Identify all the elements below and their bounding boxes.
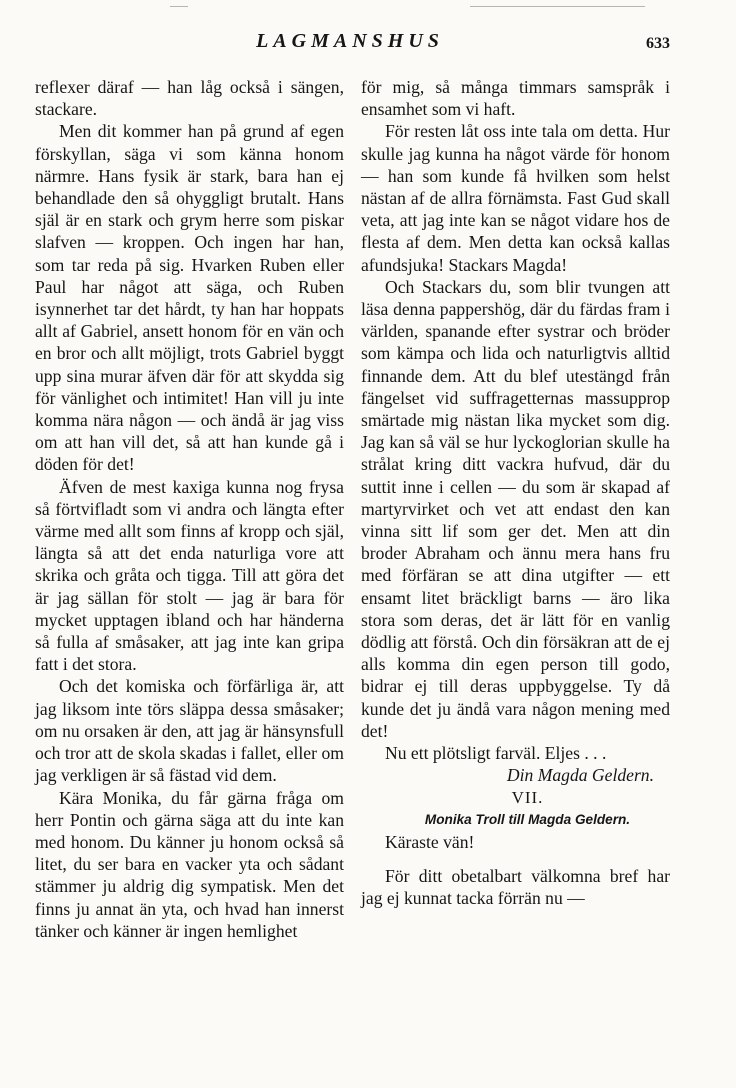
paragraph: för mig, så många timmars samspråk i ensamhet som vi haft.: [361, 77, 670, 120]
paragraph: Och Stackars du, som blir tvungen att läsa denna pappershög, där du färdas fram i världen, spanande efter systrar och bröder som kämpa och lida och naturligtvis alltid finnande dem. Att du blef utestängd från fängelset vid suffragetternas massupprор smärtade mig nästan lika mycket som dig. Jag kan så väl se hur lyckoglorian skulle ha strålat kring ditt vackra hufvud, där du suttit inne i cellen — du som är skapad af martyrvirket och vet att endast den kan vinna sitt lif som ger det. Men att din broder Abraham och ännu mera hans fru med förfäran se att dina utgifter — ett ensamt litet bräckligt barns — äro lika stora som deras, det är lätt för en vanlig dödlig att förstå. Och din försäkran att de ej alls komma din egen person till godo, bidrar ej till deras uppbyggelse. Ty då kunde det ju ändå vara någon mening med det!: [361, 276, 670, 741]
paragraph: För ditt obetalbart välkomna bref har jag ej kunnat tacka förrän nu —: [361, 866, 670, 909]
page-number: 633: [646, 35, 670, 52]
paragraph: reflexer däraf — han låg också i sängen, stackare.: [35, 77, 344, 120]
paragraph: Men dit kommer han på grund af egen förskyllan, säga vi som känna honom närmre. Hans fysik är stark, bara han ej behandlade den så ohyggligt brutalt. Hans själ är en stark och grym herre som piskar slafven — kroppen. Och ingen har han, som tar reda på sig. Hvarken Ruben eller Paul har något att säga, och Ruben isynnerhet tar det hårdt, ty han har hoppats allt af Gabriel, ansett honom för en vän och en bror och allt möjligt, trots Gabriel byggt upp sina murar äfven där för att skydda sig för vänlighet och intimitet! Han vill ju inte komma nära någon — och ändå är jag viss om att han vill det, så att han kunde gå i döden för det!: [35, 121, 344, 475]
salutation: Käraste vän!: [385, 831, 475, 852]
page-header: [30, 30, 670, 60]
signature: Din Magda Geldern.: [506, 765, 654, 786]
paragraph: Kära Monika, du får gärna fråga om herr Pontin och gärna säga att du inte kan med honom. Du känner ju honom också så litet, du ser bara en vacker yta och sådant stämmer ju aldrig dig sympatisk. Men det finns ju annat än yta, och hvad han innerst tänker och känner är ingen hemlighet: [35, 787, 344, 941]
paragraph: För resten låt oss inte tala om detta. Hur skulle jag kunna ha något värde för honom — han som kunde få hvilken som helst nästan af de allra förnämsta. Fast Gud skall veta, att jag inte kan se något vidare hos de flesta af dem. Men detta kan också kallas afundsjuka! Stackars Magda!: [361, 121, 670, 275]
scan-mark: [170, 6, 188, 7]
running-title: LAGMANSHUS: [256, 30, 444, 52]
right-column: [361, 76, 670, 910]
left-column: [35, 76, 344, 942]
paragraph: Nu ett plötsligt farväl. Eljes . . .: [385, 743, 607, 764]
paragraph: Äfven de mest kaxiga kunna nog frysa så förtvifladt som vi andra och längta efter värme med allt som finns af kropp och själ, längta så att det enda naturliga vore att skrika och gråta och tigga. Till att göra det är jag sällan för stolt — jag är bara för mycket upptagen ibland och har händerna så fulla af småsaker, att jag inte kan gripa fatt i det stora.: [35, 476, 344, 675]
section-number: VII.: [511, 787, 544, 807]
scan-edge-marks: [0, 6, 736, 10]
scan-mark: [470, 6, 645, 7]
letter-heading: Monika Troll till Magda Geldern.: [424, 811, 631, 827]
paragraph: Och det komiska och förfärliga är, att jag liksom inte törs släppa dessa småsaker; om nu orsaken är den, att jag är hänsynsfull och tror att de skola skadas i fallet, eller om jag verkligen är så fästad vid dem.: [35, 676, 344, 786]
